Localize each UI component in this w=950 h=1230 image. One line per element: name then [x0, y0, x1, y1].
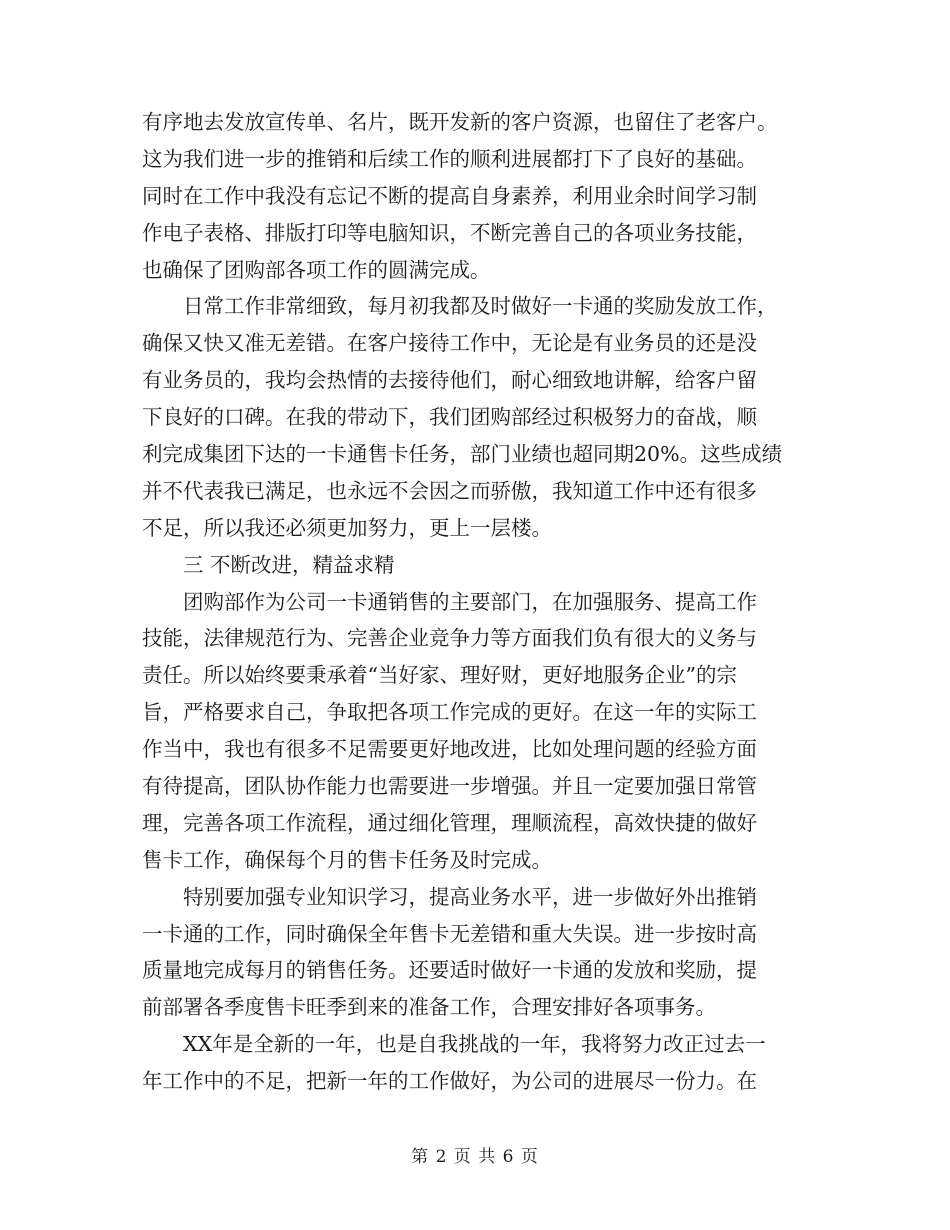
text-line: 售卡工作，确保每个月的售卡任务及时完成。 [142, 847, 552, 872]
text-line: 特别要加强专业知识学习，提高业务水平，进一步做好外出推销 [183, 884, 757, 909]
text-line: 技能，法律规范行为、完善企业竞争力等方面我们负有很大的义务与 [142, 626, 757, 651]
text-line: XX年是全新的一年，也是自我挑战的一年，我将努力改正过去一 [183, 1032, 766, 1057]
text-line: 一卡通的工作，同时确保全年售卡无差错和重大失误。进一步按时高 [142, 921, 757, 946]
text-line: 确保又快又准无差错。在客户接待工作中，无论是有业务员的还是没 [142, 331, 757, 356]
text-line: 团购部作为公司一卡通销售的主要部门，在加强服务、提高工作 [183, 589, 757, 614]
body-text [142, 104, 812, 1100]
text-line: 年工作中的不足，把新一年的工作做好，为公司的进展尽一份力。在 [142, 1069, 757, 1094]
text-line: 有业务员的，我均会热情的去接待他们，耐心细致地讲解，给客户留 [142, 368, 757, 393]
text-line: 责任。所以始终要秉承着“当好家、理好财，更好地服务企业”的宗 [142, 663, 737, 688]
text-line: 有待提高，团队协作能力也需要进一步增强。并且一定要加强日常管 [142, 774, 757, 799]
text-line: 旨，严格要求自己，争取把各项工作完成的更好。在这一年的实际工 [142, 700, 757, 725]
text-line: 下良好的口碑。在我的带动下，我们团购部经过积极努力的奋战，顺 [142, 405, 757, 430]
text-line: 不足，所以我还必须更加努力，更上一层楼。 [142, 515, 552, 540]
text-line: 理，完善各项工作流程，通过细化管理，理顺流程，高效快捷的做好 [142, 810, 757, 835]
text-line: 也确保了团购部各项工作的圆满完成。 [142, 257, 491, 282]
text-line: 日常工作非常细致，每月初我都及时做好一卡通的奖励发放工作， [183, 294, 778, 319]
text-line: 前部署各季度售卡旺季到来的准备工作，合理安排好各项事务。 [142, 995, 716, 1020]
text-line: 质量地完成每月的销售任务。还要适时做好一卡通的发放和奖励，提 [142, 958, 757, 983]
text-line: 作当中，我也有很多不足需要更好地改进，比如处理问题的经验方面 [142, 737, 757, 762]
text-line: 并不代表我已满足，也永远不会因之而骄傲，我知道工作中还有很多 [142, 478, 757, 503]
text-line: 作电子表格、排版打印等电脑知识，不断完善自己的各项业务技能， [142, 220, 757, 245]
text-line: 有序地去发放宣传单、名片，既开发新的客户资源，也留住了老客户。 [142, 110, 778, 134]
text-line: 利完成集团下达的一卡通售卡任务，部门业绩也超同期20%。这些成绩 [142, 442, 783, 467]
page-number: 第 2 页 共 6 页 [411, 1147, 539, 1167]
text-line: 这为我们进一步的推销和后续工作的顺利进展都打下了良好的基础。 [142, 146, 757, 171]
text-line: 三 不断改进，精益求精 [183, 552, 395, 577]
text-line: 同时在工作中我没有忘记不断的提高自身素养，利用业余时间学习制 [142, 183, 757, 208]
